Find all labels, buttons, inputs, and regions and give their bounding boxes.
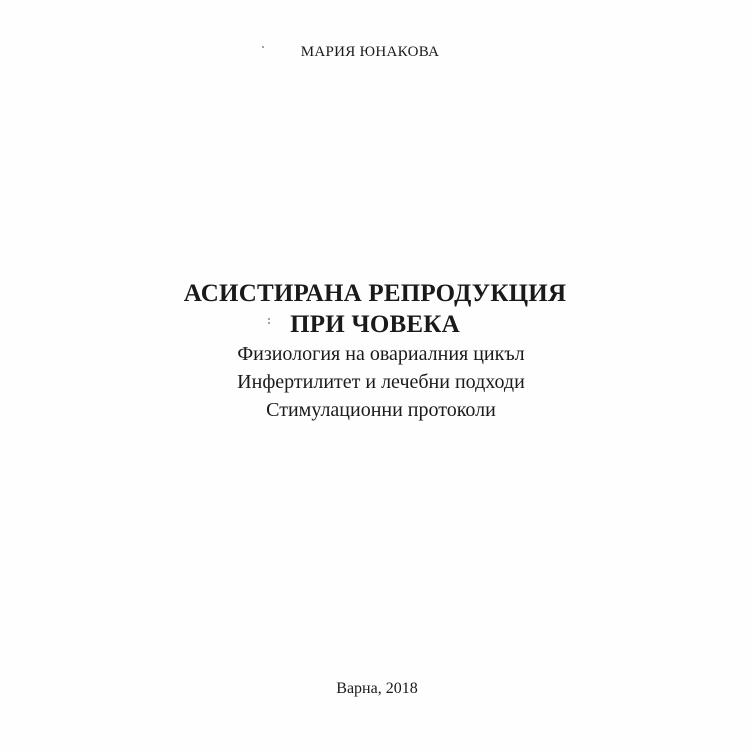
subtitle-3: Стимулационни протоколи bbox=[266, 399, 496, 421]
subtitle-1: Физиология на овариалния цикъл bbox=[237, 343, 525, 365]
book-title-block bbox=[0, 278, 750, 424]
scan-speck bbox=[262, 46, 264, 48]
book-title-line-2: ПРИ ЧОВЕКА bbox=[290, 311, 460, 338]
book-title-line-1: АСИСТИРАНА РЕПРОДУКЦИЯ bbox=[183, 280, 567, 307]
author-name bbox=[0, 44, 750, 61]
subtitle-2: Инфертилитет и лечебни подходи bbox=[237, 371, 525, 393]
scan-speck bbox=[268, 318, 270, 320]
imprint-text: Варна, 2018 bbox=[336, 680, 418, 697]
imprint bbox=[0, 680, 750, 698]
scan-speck bbox=[268, 322, 270, 324]
author-text: МАРИЯ ЮНАКОВА bbox=[300, 44, 440, 60]
